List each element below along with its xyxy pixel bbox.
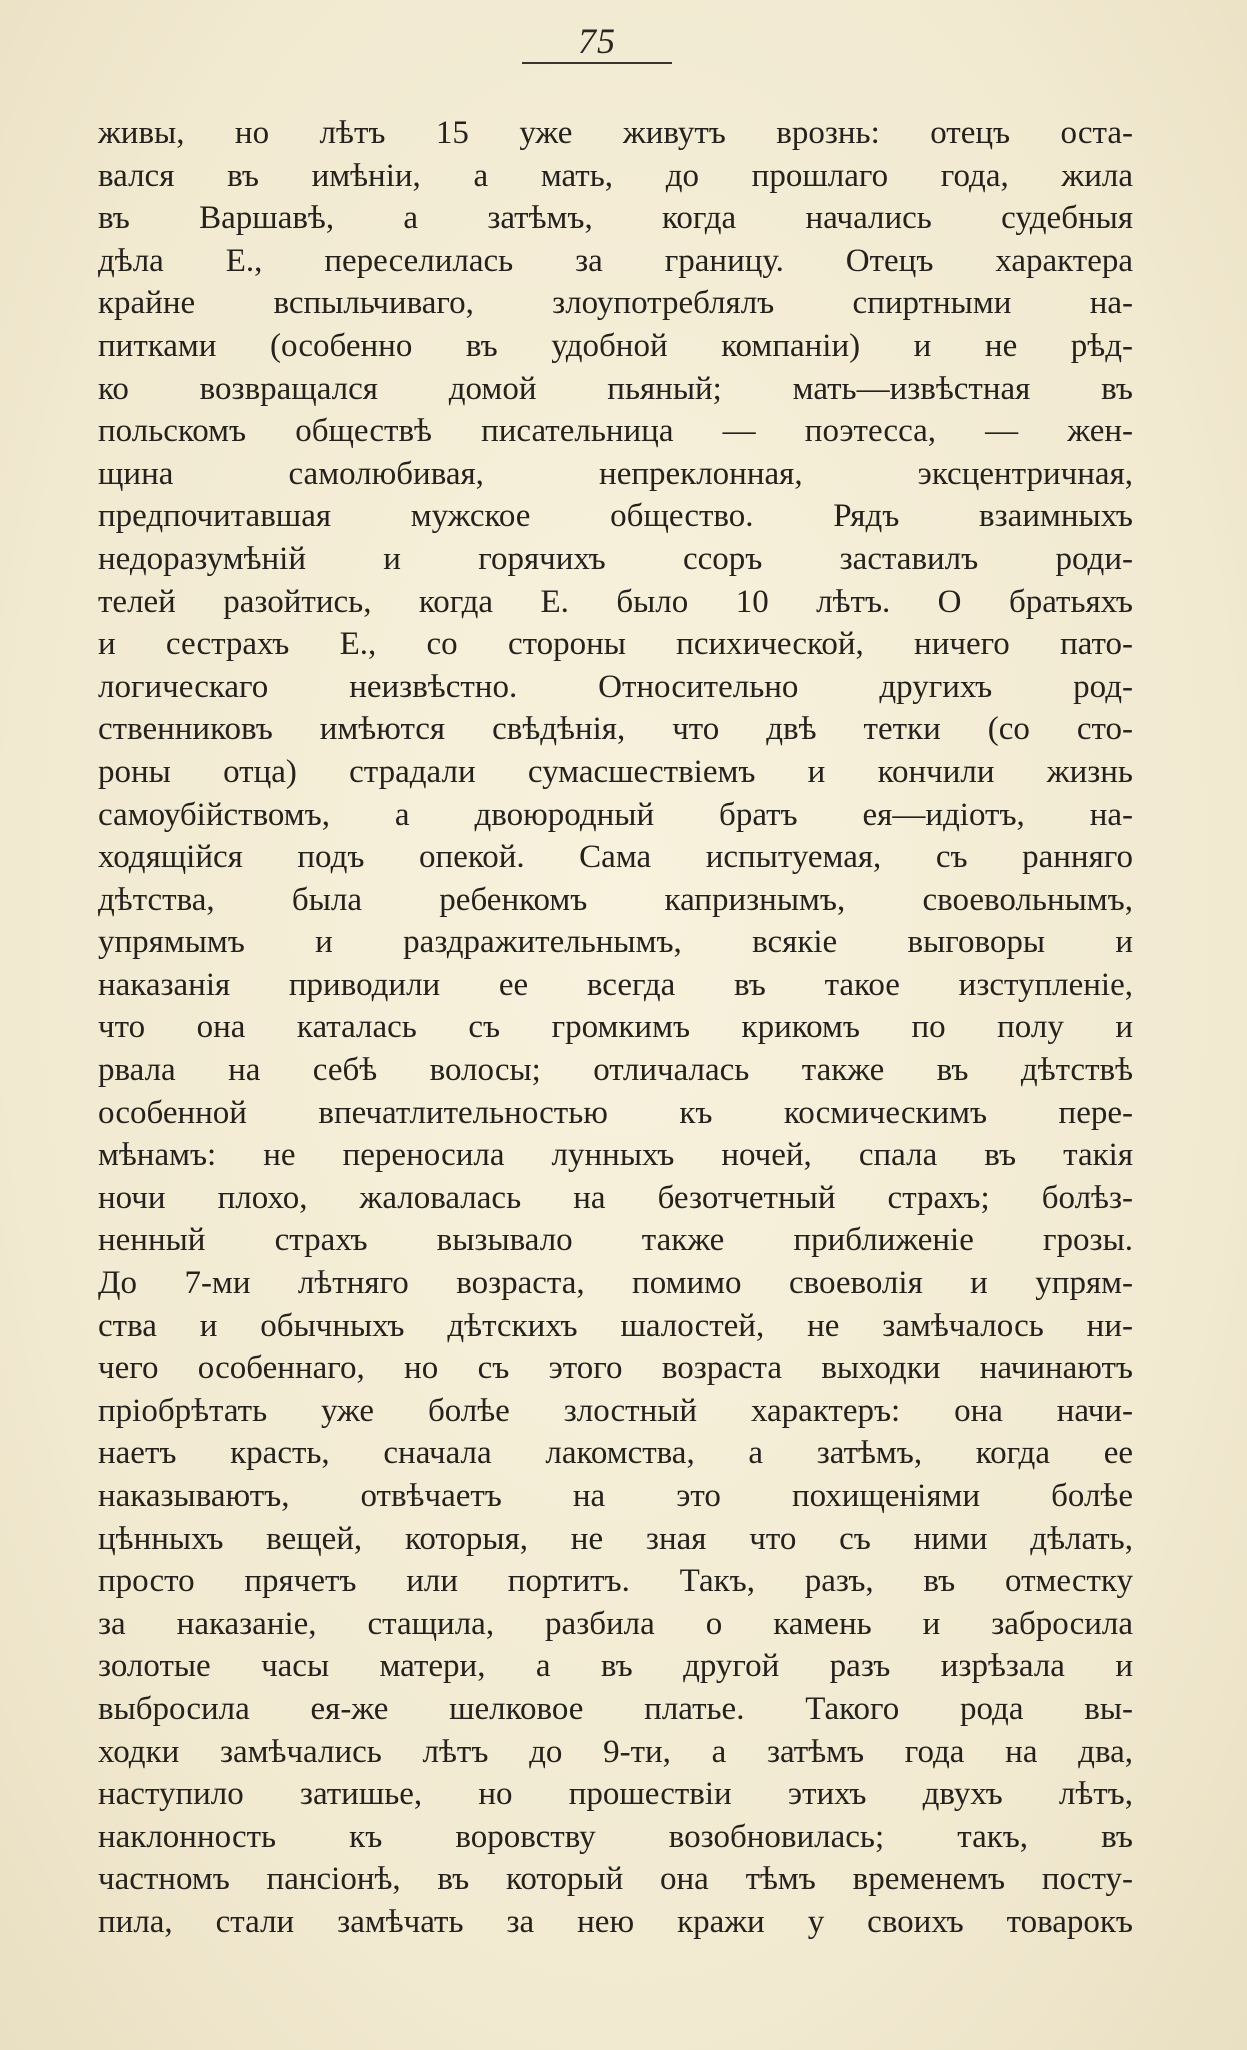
text-line: роны отца) страдали сумасшествiемъ и кончили жизнь <box>98 753 1133 790</box>
text-line: недоразумѣнiй и горячихъ ссоръ заставилъ роди- <box>98 540 1133 577</box>
text-line: рвала на себѣ волосы; отличалась также въ дѣтствѣ <box>98 1052 1133 1089</box>
text-line: дѣла Е., переселилась за границу. Отецъ характера <box>98 242 1133 279</box>
text-line: ненный страхъ вызывало также приближенiе грозы. <box>98 1222 1133 1259</box>
text-line: ства и обычныхъ дѣтскихъ шалостей, не замѣчалось ни- <box>98 1307 1133 1344</box>
text-line: и сестрахъ Е., со стороны психической, ничего пато- <box>98 626 1133 663</box>
text-line: телей разойтись, когда Е. было 10 лѣтъ. О братьяхъ <box>98 583 1133 620</box>
text-line: ко возвращался домой пьяный; мать—извѣстная въ <box>98 370 1133 407</box>
text-line: ночи плохо, жаловалась на безотчетный страхъ; болѣз- <box>98 1179 1133 1216</box>
text-line: мѣнамъ: не переносила лунныхъ ночей, спала въ такiя <box>98 1137 1133 1174</box>
text-line: наступило затишье, но прошествiи этихъ двухъ лѣтъ, <box>98 1776 1133 1813</box>
text-line: частномъ пансiонѣ, въ который она тѣмъ временемъ посту- <box>98 1861 1133 1898</box>
text-line: дѣтства, была ребенкомъ капризнымъ, своевольнымъ, <box>98 881 1133 918</box>
header-rule <box>522 62 672 64</box>
text-line: въ Варшавѣ, а затѣмъ, когда начались судебныя <box>98 200 1133 237</box>
text-line: вался въ имѣнiи, а мать, до прошлаго года, жила <box>98 157 1133 194</box>
text-line: живы, но лѣтъ 15 уже живутъ врознь: отецъ оста- <box>98 115 1133 151</box>
text-line: логическаго неизвѣстно. Относительно другихъ род- <box>98 668 1133 705</box>
text-line: просто прячетъ или портитъ. Такъ, разъ, въ отместку <box>98 1563 1133 1600</box>
text-line: польскомъ обществѣ писательница — поэтесса, — жен- <box>98 413 1133 450</box>
text-line: ходящiйся подъ опекой. Сама испытуемая, съ ранняго <box>98 839 1133 876</box>
text-line: прiобрѣтать уже болѣе злостный характеръ: она начи- <box>98 1392 1133 1429</box>
text-line: выбросила ея-же шелковое платье. Такого рода вы- <box>98 1690 1133 1727</box>
text-line: наетъ красть, сначала лакомства, а затѣмъ, когда ее <box>98 1435 1133 1472</box>
text-line: питками (особенно въ удобной компанiи) и не рѣд- <box>98 327 1133 364</box>
text-line: чего особеннаго, но съ этого возраста выходки начинаютъ <box>98 1350 1133 1387</box>
text-line: щина самолюбивая, непреклонная, эксцентричная, <box>98 455 1133 492</box>
text-line: цѣнныхъ вещей, которыя, не зная что съ ними дѣлать, <box>98 1520 1133 1557</box>
text-line: наказанiя приводили ее всегда въ такое изступленiе, <box>98 966 1133 1003</box>
text-line: ходки замѣчались лѣтъ до 9-ти, а затѣмъ года на два, <box>98 1733 1133 1770</box>
text-line: упрямымъ и раздражительнымъ, всякiе выговоры и <box>98 924 1133 961</box>
text-line: До 7-ми лѣтняго возраста, помимо своеволiя и упрям- <box>98 1265 1133 1302</box>
page-number: 75 <box>578 21 616 61</box>
text-line: за наказанiе, стащила, разбила о камень и забросила <box>98 1605 1133 1642</box>
text-line: крайне вспыльчиваго, злоупотреблялъ спиртными на- <box>98 285 1133 322</box>
text-line: наказываютъ, отвѣчаетъ на это похищенiями болѣе <box>98 1478 1133 1514</box>
text-line: что она каталась съ громкимъ крикомъ по полу и <box>98 1009 1133 1046</box>
body-text <box>98 112 1133 1944</box>
text-line: особенной впечатлительностью къ космическимъ пере- <box>98 1094 1133 1131</box>
text-line: самоубiйствомъ, а двоюродный братъ ея—идiотъ, на- <box>98 796 1133 833</box>
text-line: наклонность къ воровству возобновилась; такъ, въ <box>98 1818 1133 1855</box>
text-line: золотые часы матери, а въ другой разъ изрѣзала и <box>98 1648 1133 1685</box>
text-line: пила, стали замѣчать за нею кражи у своихъ товарокъ <box>98 1903 1133 1940</box>
text-line: предпочитавшая мужское общество. Рядъ взаимныхъ <box>98 498 1133 535</box>
text-line: ственниковъ имѣются свѣдѣнiя, что двѣ тетки (со сто- <box>98 711 1133 748</box>
